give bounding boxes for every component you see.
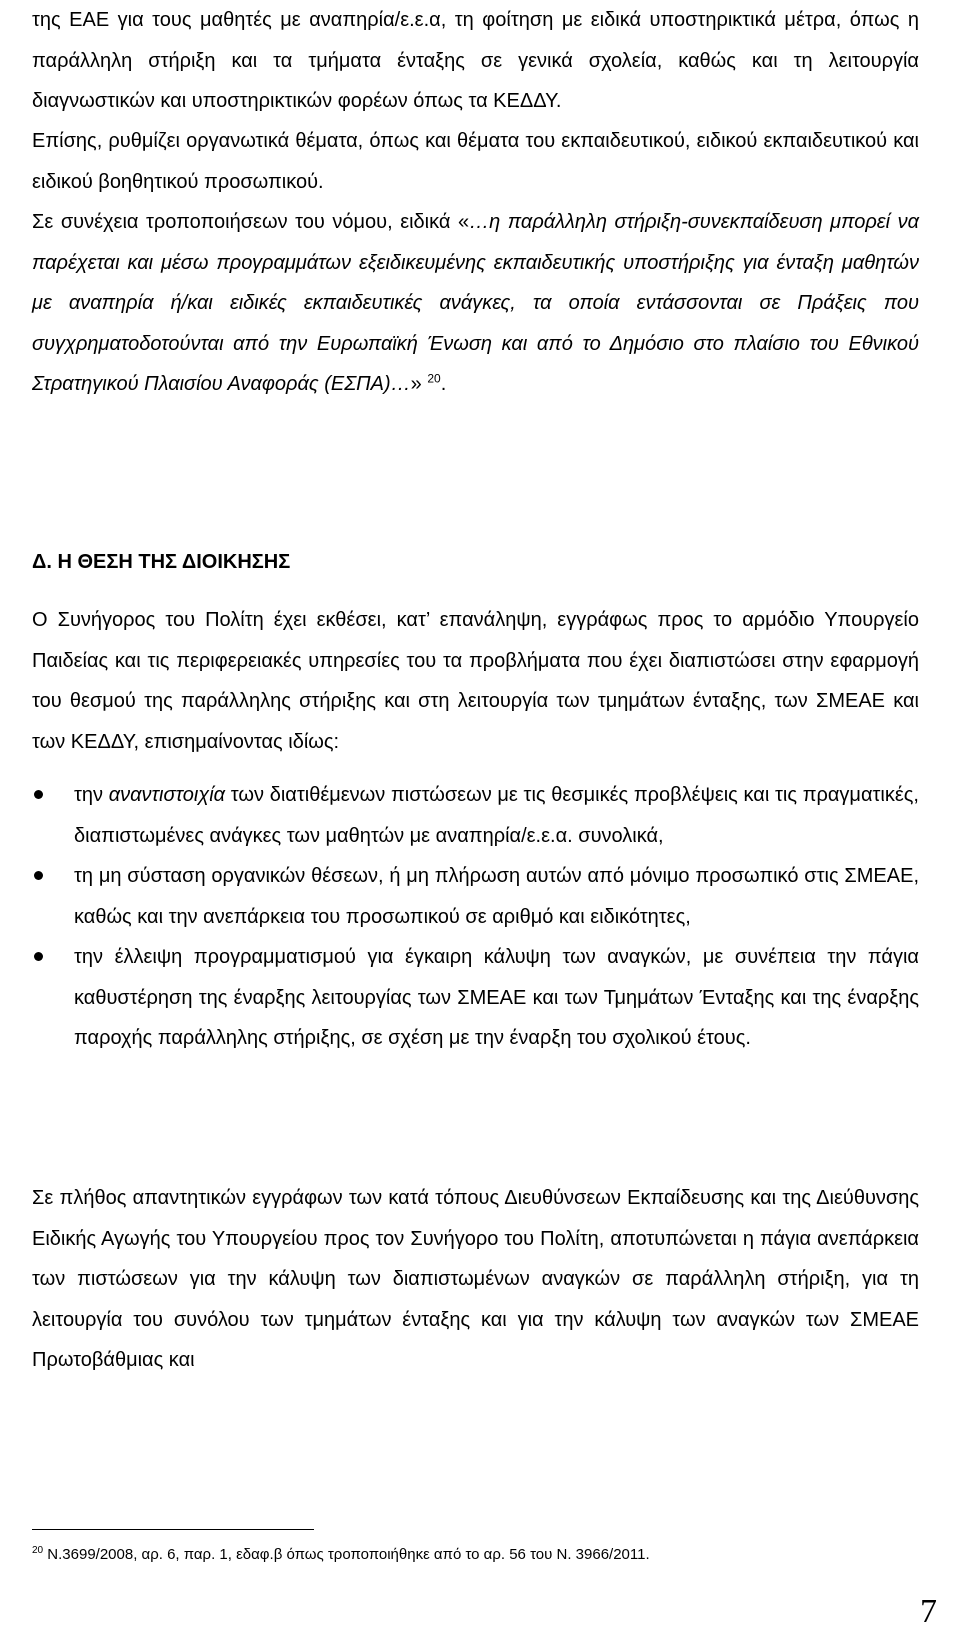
footnote [32, 1545, 650, 1565]
bullet-text: την έλλειψη προγραμματισμού για έγκαιρη κάλυψη των αναγκών, με συνέπεια την πάγια καθυστέρηση της έναρξης λειτουργίας των ΣΜΕΑΕ και των Τμημάτων Ένταξης και της έναρξης παροχής παράλληλης στήριξης, σε σχέση με την έναρξη του σχολικού έτους. [74, 946, 919, 1049]
bullet-text: τη μη σύσταση οργανικών θέσεων, ή μη πλήρωση αυτών από μόνιμο προσωπικό στις ΣΜΕΑΕ, καθώς και την ανεπάρκεια του προσωπικού σε αριθμό και ειδικότητες, [74, 865, 919, 928]
list-item [32, 775, 919, 856]
bullet-text: των διατιθέμενων πιστώσεων με τις θεσμικές προβλέψεις και τις πραγματικές, διαπιστωμένες ανάγκες των μαθητών με αναπηρία/ε.ε.α. συνολικά, [74, 784, 919, 847]
closing-quote: » [410, 373, 422, 395]
page-number: 7 [920, 1593, 937, 1630]
bullet-icon [34, 871, 43, 880]
footnote-number: 20 [32, 1545, 44, 1556]
paragraph-organizational [32, 121, 919, 202]
footnote-reference[interactable]: 20 [427, 371, 441, 386]
footnote-divider [32, 1529, 314, 1530]
paragraph-text: της ΕΑΕ για τους μαθητές με αναπηρία/ε.ε.α, τη φοίτηση με ειδικά υποστηρικτικά μέτρα, όπως η παράλληλη στήριξη και τα τμήματα ένταξης σε γενικά σχολεία, καθώς και τη λειτουργία διαγνωστικών και υποστηρικτικών φορέων όπως τα ΚΕΔΔΥ. [32, 9, 919, 112]
issues-list [32, 775, 919, 1059]
emphasized-word: αναντιστοιχία [108, 784, 226, 806]
bullet-icon [34, 790, 43, 799]
quoted-law-text: …η παράλληλη στήριξη-συνεκπαίδευση μπορεί να παρέχεται και μέσω προγραμμάτων εξειδικευμένης εκπαιδευτικής υποστήριξης για ένταξη μαθητών με αναπηρία ή/και ειδικές εκπαιδευτικές ανάγκες, τα οποία εντάσσονται σε Πράξεις που συγχρηματοδοτούνται από την Ευρωπαϊκή Ένωση και από το Δημόσιο στο πλαίσιο του Εθνικού Στρατηγικού Πλαισίου Αναφοράς (ΕΣΠΑ)… [32, 211, 920, 395]
paragraph-text: Σε πλήθος απαντητικών εγγράφων των κατά τόπους Διευθύνσεων Εκπαίδευσης και της Διεύθυνσης Ειδικής Αγωγής του Υπουργείου προς τον Συνήγορο του Πολίτη, αποτυπώνεται η πάγια ανεπάρκεια των πιστώσεων για την κάλυψη των διαπιστωμένων αναγκών σε παράλληλη στήριξη, για τη λειτουργία του συνόλου των τμημάτων ένταξης και για την κάλυψη των αναγκών των ΣΜΕΑΕ Πρωτοβάθμιας και [32, 1187, 919, 1371]
section-heading: Δ. Η ΘΕΣΗ ΤΗΣ ΔΙΟΙΚΗΣΗΣ [32, 551, 291, 573]
paragraph-responses [32, 1178, 919, 1381]
paragraph-text: Επίσης, ρυθμίζει οργανωτικά θέματα, όπως και θέματα του εκπαιδευτικού, ειδικού εκπαιδευτικού και ειδικού βοηθητικού προσωπικού. [32, 130, 919, 193]
bullet-icon [34, 952, 43, 961]
period: . [440, 373, 447, 395]
paragraph-text: Ο Συνήγορος του Πολίτη έχει εκθέσει, κατ’ επανάληψη, εγγράφως προς το αρμόδιο Υπουργείο Παιδείας και τις περιφερειακές υπηρεσίες του τα προβλήματα που έχει διαπιστώσει στην εφαρμογή του θεσμού της παράλληλης στήριξης και στη λειτουργία των τμημάτων ένταξης, των ΣΜΕΑΕ και των ΚΕΔΔΥ, επισημαίνοντας ιδίως: [32, 609, 919, 753]
paragraph-ombudsman [32, 600, 919, 762]
bullet-text: την [74, 784, 109, 806]
paragraph-amendment [32, 202, 919, 405]
footnote-text: Ν.3699/2008, αρ. 6, παρ. 1, εδαφ.β όπως τροποποιήθηκε από το αρ. 56 του Ν. 3966/2011. [43, 1546, 650, 1563]
list-item [32, 937, 919, 1059]
paragraph-text: Σε συνέχεια τροποποιήσεων του νόμου, ειδικά « [32, 211, 470, 233]
list-item [32, 856, 919, 937]
paragraph-intro [32, 0, 919, 122]
